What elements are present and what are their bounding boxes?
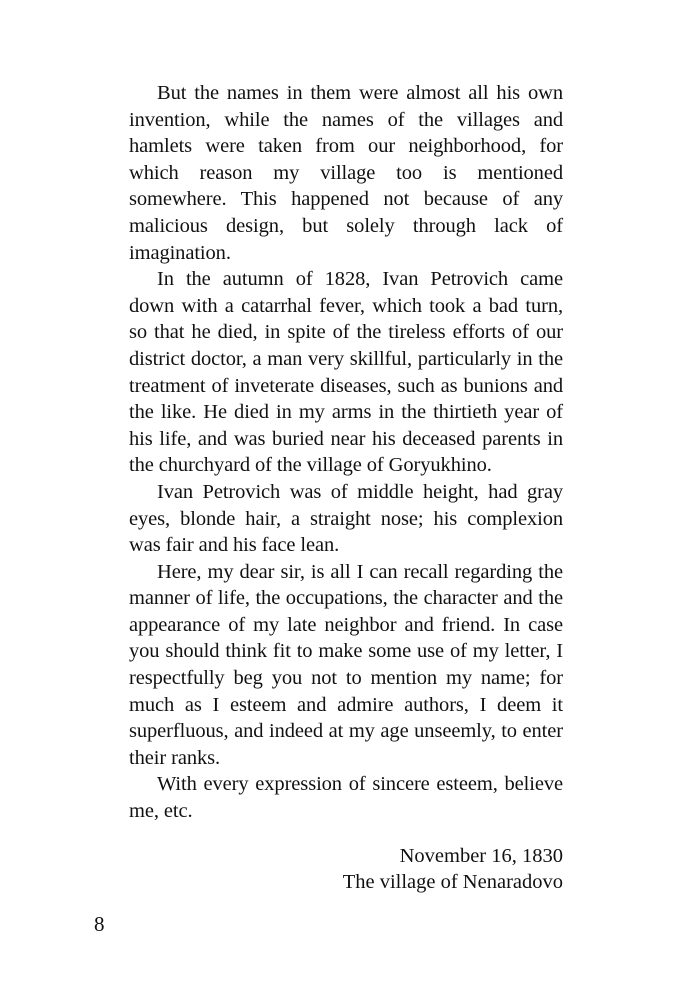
paragraph-4: Here, my dear sir, is all I can recall regarding the manner of life, the occupations, the character and the appearance of my late neighbor and friend. In case you should think fit to make some use of my letter, I respectfully beg you not to mention my name; for much as I esteem and admire authors, I deem it superfluous, and indeed at my age unseemly, to enter their ranks. [129,560,563,769]
body-text [129,80,563,896]
signoff-date: November 16, 1830 [399,844,563,867]
paragraph-1: But the names in them were almost all his own invention, while the names of the villages and hamlets were taken from our neighborhood, for which reason my village too is mentioned somewhere. This happened not because of any malicious design, but solely through lack of imagination. [129,82,563,264]
letter-signoff [129,843,563,896]
signoff-place: The village of Nenaradovo [342,871,563,894]
page-number: 8 [94,912,105,936]
paragraph-5: With every expression of sincere esteem, believe me, etc. [129,773,563,823]
paragraph-2: In the autumn of 1828, Ivan Petrovich came down with a catarrhal fever, which took a bad turn, so that he died, in spite of the tireless efforts of our district doctor, a man very skillful, particularly in the treatment of inveterate diseases, such as bunions and the like. He died in my arms in the thirtieth year of his life, and was buried near his deceased parents in the churchyard of the village of Goryukhino. [129,268,563,477]
paragraph-3: Ivan Petrovich was of middle height, had gray eyes, blonde hair, a straight nose; his complexion was fair and his face lean. [129,480,563,557]
